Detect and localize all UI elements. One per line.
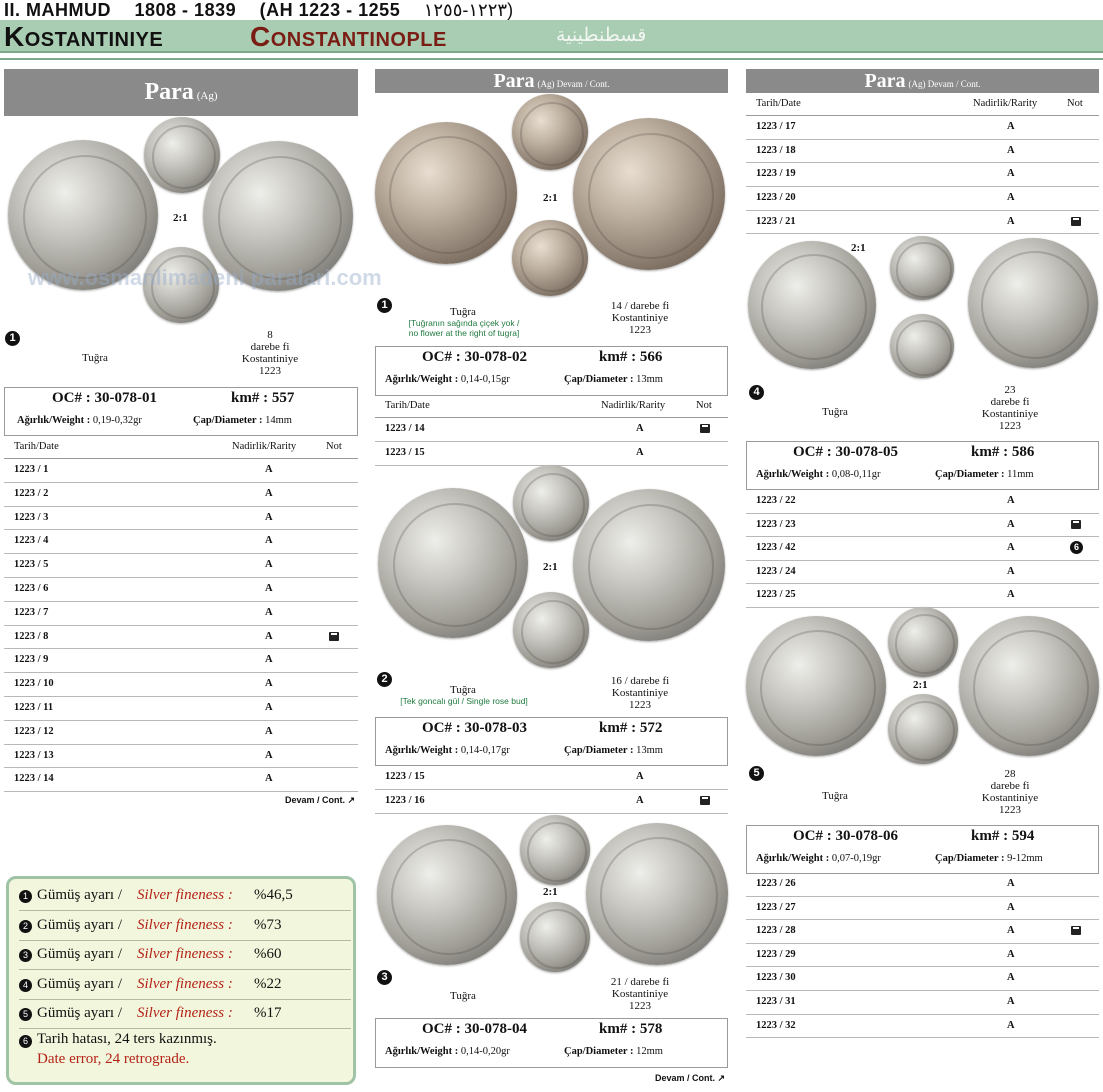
oc-number: OC# : 30-078-06 [793,828,898,844]
table-row [746,537,1099,561]
date-column-header: Tarih/Date [756,98,801,109]
table-row [746,116,1099,140]
rarity-cell: A [1007,168,1015,180]
date-error-english: Date error, 24 retrograde. [37,1051,190,1067]
date-cell: 1223 / 14 [385,423,425,434]
caption-line: 16 / darebe fi [610,675,670,687]
diameter-value: 13mm [636,745,663,756]
date-cell: 1223 / 30 [756,972,796,984]
date-cell: 1223 / 17 [756,121,796,132]
weight-field [17,415,142,426]
weight-field [385,1046,510,1057]
coin-obverse [375,122,517,264]
diameter-value: 13mm [636,374,663,385]
rarity-cell: A [1007,972,1015,984]
table-row [4,530,358,554]
date-cell: 1223 / 7 [14,606,49,618]
km-number: km# : 572 [599,720,663,736]
reverse-caption [585,675,695,711]
table-row [375,442,728,466]
date-cell: 1223 / 25 [756,589,796,601]
fineness-row [19,912,351,941]
date-cell: 1223 / 32 [756,1019,796,1031]
mint-band [0,20,1103,53]
table-row [746,211,1099,235]
note-line: no flower at the right of tugra] [408,328,520,338]
ruler-name: II. MAHMUD [4,0,111,20]
scale-label: 2:1 [913,679,928,691]
coin-obverse [378,488,528,638]
rarity-cell: A [265,464,273,475]
km-number: km# : 586 [971,444,1035,460]
coin-number-badge: 5 [749,766,764,781]
table-row [4,721,358,745]
diameter-field [193,415,292,426]
caption-line: 28 [1004,768,1016,780]
date-cell: 1223 / 4 [14,535,49,547]
scale-label: 2:1 [851,242,866,254]
km-number: km# : 566 [599,349,663,365]
rarity-cell: A [265,535,273,547]
weight-field [756,469,880,480]
date-cell: 1223 / 16 [385,795,425,806]
reverse-caption [215,329,325,377]
weight-value: 0,14-0,17gr [460,745,510,756]
table-row [4,459,358,483]
rarity-cell: A [265,773,273,785]
table-row [4,483,358,507]
silver-fineness-box [6,876,356,1085]
rarity-cell: A [1007,589,1015,601]
fineness-label-turkish: Gümüş ayarı / [37,975,122,992]
tugra-caption: Tuğra [450,990,476,1002]
ag-continued-label: (Ag) Devam / Cont. [908,79,981,89]
date-cell: 1223 / 12 [14,725,54,737]
table-row [746,991,1099,1015]
caption-line: 1223 [999,420,1021,432]
continued-label: Devam / Cont. ↗ [655,1073,726,1083]
rarity-cell: A [1007,901,1015,913]
caption-line: darebe fi [990,396,1030,408]
caption-line: 14 / darebe fi [610,300,670,312]
coin-obverse [746,616,886,756]
caption-line: 1223 [259,365,281,377]
coin-reverse [968,238,1098,368]
table-row [746,897,1099,921]
table-row [746,944,1099,968]
caption-line: 1223 [629,1000,651,1012]
diameter-value: 11mm [1007,469,1034,480]
date-error-turkish: Tarih hatası, 24 ters kazınmış. [37,1031,217,1047]
oc-number: OC# : 30-078-01 [52,390,157,406]
table-header [375,396,728,418]
weight-field [756,853,881,864]
weight-value: 0,08-0,11gr [831,469,881,480]
rarity-cell: A [1007,948,1015,960]
rarity-cell: A [265,583,273,594]
table-row [4,649,358,673]
rarity-cell: A [1007,996,1015,1007]
rarity-cell: A [636,447,644,458]
coin-obverse-small [888,607,958,677]
date-cell: 1223 / 18 [756,144,796,156]
table-row [746,584,1099,608]
km-number: km# : 557 [231,390,295,406]
date-cell: 1223 / 15 [385,771,425,782]
column2-title-bar [375,69,728,93]
fineness-value: %22 [254,975,282,992]
oc-number: OC# : 30-078-04 [422,1021,527,1037]
rarity-cell: A [1007,495,1015,506]
table-row [746,490,1099,514]
weight-label: Ağırlık/Weight : [385,1046,459,1057]
table-row [746,140,1099,164]
diameter-label: Çap/Diameter : [564,374,634,385]
coin-pack-icon [700,424,710,433]
diameter-field [564,745,663,756]
catalog-info-box [746,441,1099,490]
variety-note [394,318,534,338]
fineness-label-turkish: Gümüş ayarı / [37,946,122,962]
diameter-label: Çap/Diameter : [564,1046,634,1057]
weight-field [385,374,510,385]
coin-number-badge: 1 [5,331,20,346]
coin-obverse-small [513,465,589,541]
table-row [4,673,358,697]
table-row [746,514,1099,538]
coin-obverse-small [520,815,590,885]
caption-line: 21 / darebe fi [610,976,670,988]
diameter-label: Çap/Diameter : [935,469,1005,480]
rarity-cell: A [1007,565,1015,577]
coin-obverse-small [890,236,954,300]
table-row [746,920,1099,944]
catalog-info-box [375,1018,728,1068]
date-cell: 1223 / 6 [14,583,49,594]
caption-line: Kostantiniye [611,687,669,699]
weight-label: Ağırlık/Weight : [385,374,459,385]
diameter-value: 9-12mm [1007,853,1043,864]
diameter-field [564,1046,663,1057]
rarity-cell: A [636,795,644,806]
coin-reverse-small [512,220,588,296]
rarity-cell: A [265,487,273,499]
coin-pack-icon [700,796,710,805]
coin-reverse [586,823,728,965]
weight-label: Ağırlık/Weight : [17,415,91,426]
caption-line: 1223 [999,804,1021,816]
coin-reverse-small [513,592,589,668]
coin-obverse-small [144,117,220,193]
scale-label: 2:1 [173,212,188,224]
coin-number-badge: 3 [377,970,392,985]
km-number: km# : 594 [971,828,1035,844]
column1-title-bar [4,69,358,116]
caption-line: Kostantiniye [241,353,299,365]
caption-line: 1223 [629,324,651,336]
continued-label: Devam / Cont. ↗ [285,795,356,805]
rarity-cell: A [1007,925,1015,937]
fineness-value: %60 [254,946,282,962]
table-row [4,697,358,721]
date-cell: 1223 / 28 [756,925,796,937]
note-column-header: Not [696,400,712,411]
date-cell: 1223 / 14 [14,773,54,785]
table-row [4,554,358,578]
coin-number-badge: 3 [19,949,32,962]
date-cell: 1223 / 29 [756,948,796,960]
fineness-label-english: Silver fineness : [137,975,233,992]
hijri-years: (AH 1223 - 1255 [259,0,401,20]
rarity-cell: A [1007,215,1015,227]
date-cell: 1223 / 21 [756,215,796,227]
rarity-cell: A [636,423,644,434]
tugra-caption: Tuğra [450,306,476,318]
note-column-header: Not [326,441,342,452]
header-rule [0,58,1103,60]
caption-line: darebe fi [990,780,1030,792]
date-cell: 1223 / 3 [14,511,49,523]
date-cell: 1223 / 31 [756,996,796,1007]
date-cell: 1223 / 22 [756,495,796,506]
diameter-field [564,374,663,385]
rarity-cell: A [1007,878,1015,889]
rarity-cell: A [1007,542,1015,554]
fineness-value: %46,5 [254,887,293,903]
fineness-value: %17 [254,1005,282,1021]
km-number: km# : 578 [599,1021,663,1037]
tugra-caption: Tuğra [82,352,108,364]
rarity-cell: A [1007,192,1015,204]
fineness-label-english: Silver fineness : [137,1005,233,1021]
weight-label: Ağırlık/Weight : [756,853,830,864]
para-title: Para [864,70,906,92]
table-row [4,602,358,626]
fineness-value: %73 [254,916,282,933]
rarity-cell: A [265,559,273,571]
rarity-cell: A [265,725,273,737]
caption-line: 23 [1004,384,1016,396]
table-row [746,1015,1099,1039]
fineness-row [19,882,351,911]
scale-label: 2:1 [543,886,558,898]
coin-number-badge: 4 [19,979,32,992]
caption-line: Kostantiniye [611,312,669,324]
table-row [375,766,728,790]
coin-pack-icon [1071,926,1081,935]
date-column-header: Tarih/Date [14,441,59,452]
coin-pack-icon [329,632,339,641]
diameter-label: Çap/Diameter : [193,415,263,426]
rarity-cell: A [265,678,273,690]
variety-note: [Tek goncalı gül / Single rose bud] [400,696,528,706]
table-row [4,507,358,531]
coin-obverse-small [512,94,588,170]
date-cell: 1223 / 9 [14,654,49,666]
weight-label: Ağırlık/Weight : [385,745,459,756]
catalog-info-box [4,387,358,436]
reverse-caption-text [585,300,695,336]
coin-reverse [573,489,725,641]
para-title: Para [144,79,194,105]
table-row [746,967,1099,991]
scale-label: 2:1 [543,192,558,204]
fineness-row [19,1000,351,1029]
rarity-cell: A [1007,121,1015,132]
coin-number-badge: 2 [19,920,32,933]
rarity-cell: A [1007,1019,1015,1031]
date-cell: 1223 / 10 [14,678,54,690]
weight-value: 0,19-0,32gr [92,415,142,426]
weight-field [385,745,510,756]
coin-number-badge: 1 [377,298,392,313]
note-column-header: Not [1067,98,1083,109]
fineness-label-english: Silver fineness : [137,887,233,903]
caption-line: darebe fi [250,341,290,353]
table-row [746,187,1099,211]
fineness-label-turkish: Gümüş ayarı / [37,916,122,933]
table-row [4,578,358,602]
note-line: [Tuğranın sağında çiçek yok / [408,318,520,328]
coin-pack-icon [1071,217,1081,226]
date-cell: 1223 / 26 [756,878,796,889]
diameter-label: Çap/Diameter : [564,745,634,756]
table-row [375,790,728,814]
reign-years: 1808 - 1839 [134,0,237,20]
oc-number: OC# : 30-078-02 [422,349,527,365]
caption-line: Kostantiniye [611,988,669,1000]
coin-number-badge: 1 [19,890,32,903]
note-reference-badge: 6 [1070,541,1083,554]
table-row [746,873,1099,897]
coin-reverse [573,118,725,270]
rarity-cell: A [636,771,644,782]
table-row [4,768,358,792]
date-cell: 1223 / 19 [756,168,796,180]
coin-reverse [959,616,1099,756]
fineness-label-turkish: Gümüş ayarı / [37,1005,122,1021]
caption-line: Kostantiniye [981,792,1039,804]
caption-line: 8 [267,329,273,341]
fineness-label-english: Silver fineness : [137,946,233,962]
tugra-caption: Tuğra [450,684,476,696]
weight-value: 0,07-0,19gr [831,853,881,864]
coin-pack-icon [1071,520,1081,529]
fineness-row [19,971,351,1000]
rarity-cell: A [265,606,273,618]
coin-number-badge: 4 [749,385,764,400]
hijri-years-arabic: ١٢٢٣-١٢٥٥) [423,0,514,20]
date-cell: 1223 / 24 [756,565,796,577]
caption-line: Kostantiniye [981,408,1039,420]
coin-reverse-small [520,902,590,972]
coin-number-badge: 5 [19,1008,32,1021]
weight-value: 0,14-0,20gr [460,1046,510,1057]
watermark-text: www.osmanlimadeni paralari.com [28,265,382,290]
rarity-cell: A [265,749,273,761]
para-title: Para [493,70,535,92]
rarity-column-header: Nadirlik/Rarity [232,441,297,452]
fineness-label-english: Silver fineness : [137,916,233,933]
date-column-header: Tarih/Date [385,400,430,411]
coin-obverse [748,241,876,369]
table-header [746,94,1099,116]
rarity-cell: A [265,511,273,523]
diameter-value: 14mm [265,415,292,426]
catalog-info-box [375,346,728,396]
reverse-caption [955,768,1065,816]
date-cell: 1223 / 5 [14,559,49,571]
table-row [4,745,358,769]
rarity-column-header: Nadirlik/Rarity [601,400,666,411]
weight-label: Ağırlık/Weight : [756,469,830,480]
catalog-info-box [375,717,728,766]
coin-number-badge: 2 [377,672,392,687]
table-row [375,418,728,442]
date-cell: 1223 / 23 [756,518,796,530]
oc-number: OC# : 30-078-03 [422,720,527,736]
date-cell: 1223 / 27 [756,901,796,913]
rarity-cell: A [265,702,273,713]
scale-label: 2:1 [543,561,558,573]
ag-continued-label: (Ag) Devam / Cont. [537,79,610,89]
reverse-caption [955,384,1065,432]
date-cell: 1223 / 2 [14,487,49,499]
table-row [746,163,1099,187]
weight-value: 0,14-0,15gr [460,374,510,385]
rarity-cell: A [1007,518,1015,530]
fineness-label-turkish: Gümüş ayarı / [37,887,122,903]
coin-reverse-small [888,694,958,764]
table-row [746,561,1099,585]
caption-line: 1223 [629,699,651,711]
date-cell: 1223 / 20 [756,192,796,204]
tugra-caption: Tuğra [822,790,848,802]
table-row [4,626,358,650]
diameter-field [935,853,1043,864]
rarity-cell: A [265,654,273,666]
page-header-line [4,0,532,20]
coin-obverse [377,825,517,965]
rarity-cell: A [265,630,273,642]
column3-title-bar [746,69,1099,93]
coin-reverse-small [890,314,954,378]
reverse-caption [585,976,695,1012]
oc-number: OC# : 30-078-05 [793,444,898,460]
diameter-label: Çap/Diameter : [935,853,1005,864]
diameter-field [935,469,1034,480]
note-number-badge: 6 [19,1035,32,1048]
date-cell: 1223 / 42 [756,542,796,554]
date-cell: 1223 / 13 [14,749,54,761]
table-header [4,437,358,459]
fineness-row [19,941,351,970]
diameter-value: 12mm [636,1046,663,1057]
rarity-cell: A [1007,144,1015,156]
date-cell: 1223 / 1 [14,464,49,475]
rarity-column-header: Nadirlik/Rarity [973,98,1038,109]
date-cell: 1223 / 11 [14,702,54,713]
tugra-caption: Tuğra [822,406,848,418]
mint-name-english: Constantinople [250,21,447,52]
date-cell: 1223 / 15 [385,447,425,458]
mint-name-arabic: قسطنطينية [556,25,647,46]
mint-name-turkish: Kostantiniye [4,21,164,52]
catalog-info-box [746,825,1099,874]
ag-label: (Ag) [196,90,218,102]
date-cell: 1223 / 8 [14,630,49,642]
